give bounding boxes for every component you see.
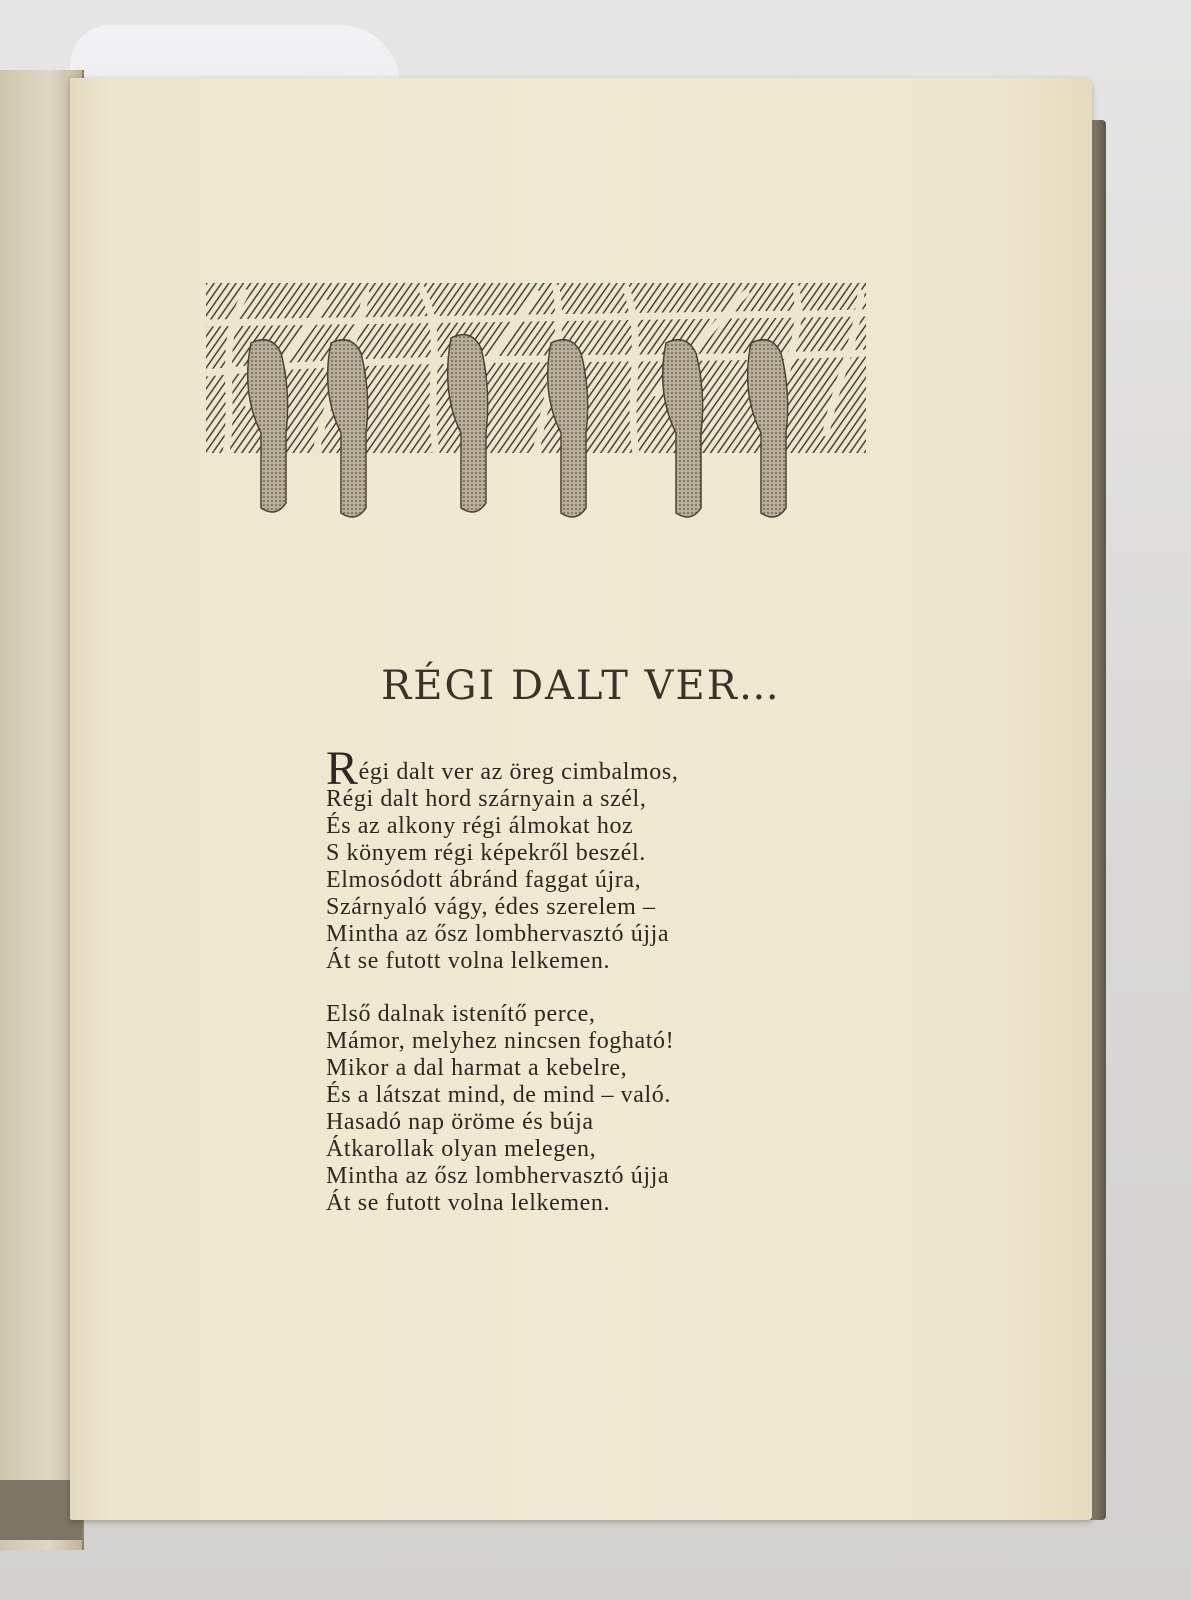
poem-line: Átkarollak olyan melegen,	[326, 1136, 597, 1162]
poem-line: Mintha az ősz lombhervasztó újja	[326, 1163, 670, 1189]
poem-line: És a látszat mind, de mind – való.	[326, 1082, 671, 1108]
poem-line: Át se futott volna lelkemen.	[326, 948, 611, 974]
poem-line: Szárnyaló vágy, édes szerelem –	[326, 894, 656, 920]
poem-line: Mikor a dal harmat a kebelre,	[326, 1055, 628, 1081]
poem-line: Első dalnak istenítő perce,	[326, 1001, 596, 1027]
poem-line: És az alkony régi álmokat hoz	[326, 813, 634, 839]
stanza	[326, 742, 886, 975]
poem-line: Régi dalt hord szárnyain a szél,	[326, 786, 647, 812]
stanza	[326, 1001, 886, 1217]
poem-line: Mintha az ősz lombhervasztó újja	[326, 921, 670, 947]
poem-line: Át se futott volna lelkemen.	[326, 1190, 611, 1216]
poem	[326, 742, 886, 1243]
figures-under-trees-woodcut-icon	[206, 283, 866, 523]
book-page	[70, 78, 1092, 1520]
poem-line: Elmosódott ábránd faggat újra,	[326, 867, 642, 893]
poem-line: S könyem régi képekről beszél.	[326, 840, 646, 866]
poem-line: Régi dalt ver az öreg cimbalmos,	[326, 742, 679, 795]
drop-cap: R	[326, 742, 359, 795]
page-title: RÉGI DALT VER…	[381, 663, 781, 709]
poem-line: Hasadó nap öröme és búja	[326, 1109, 594, 1135]
poem-line: Mámor, melyhez nincsen fogható!	[326, 1028, 675, 1054]
